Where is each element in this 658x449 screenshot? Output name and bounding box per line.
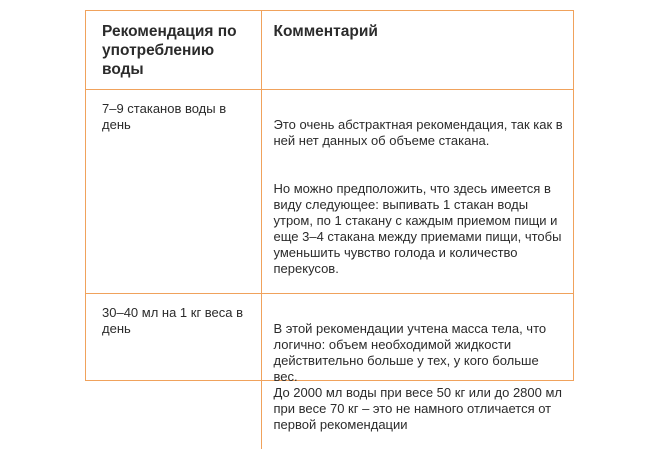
- comment-paragraph: Но можно предположить, что здесь имеется в виду следующее: выпивать 1 стакан воды утром, по 1 стакану с каждым приемом пищи и еще 3–4 стакана между приемами пищи, чтобы уменьшить чувство голода и количество перекусов.: [273, 180, 562, 276]
- comment-text: [262, 90, 574, 293]
- comment-paragraph: Это очень абстрактная рекомендация, так как в ней нет данных об объеме стакана.: [273, 116, 563, 148]
- comment-cell: [261, 89, 573, 293]
- table-row: [86, 293, 573, 449]
- header-comment-text: Комментарий: [273, 23, 378, 40]
- comment-text: [262, 294, 574, 449]
- table-row: [86, 89, 573, 293]
- table: [86, 11, 573, 449]
- recommendation-cell: [86, 89, 261, 293]
- comment-paragraph: В этой рекомендации учтена масса тела, что логично: объем необходимой жидкости действительно больше у тех, у кого больше вес. До 2000 мл воды при весе 50 кг или до 2800 мл при весе 70 кг – это не намного отличается от первой рекомендации: [273, 320, 562, 432]
- header-recommendation-text: Рекомендация по употреблению воды: [102, 23, 237, 78]
- table-header-row: [86, 11, 573, 89]
- recommendation-text: 30–40 мл на 1 кг веса в день: [102, 304, 244, 336]
- water-recommendations-table: [85, 10, 574, 432]
- comment-cell: [261, 293, 573, 449]
- recommendation-text: 7–9 стаканов воды в день: [102, 100, 227, 132]
- header-cell-comment: [261, 11, 573, 89]
- recommendation-cell: [86, 293, 261, 449]
- header-cell-recommendation: [86, 11, 261, 89]
